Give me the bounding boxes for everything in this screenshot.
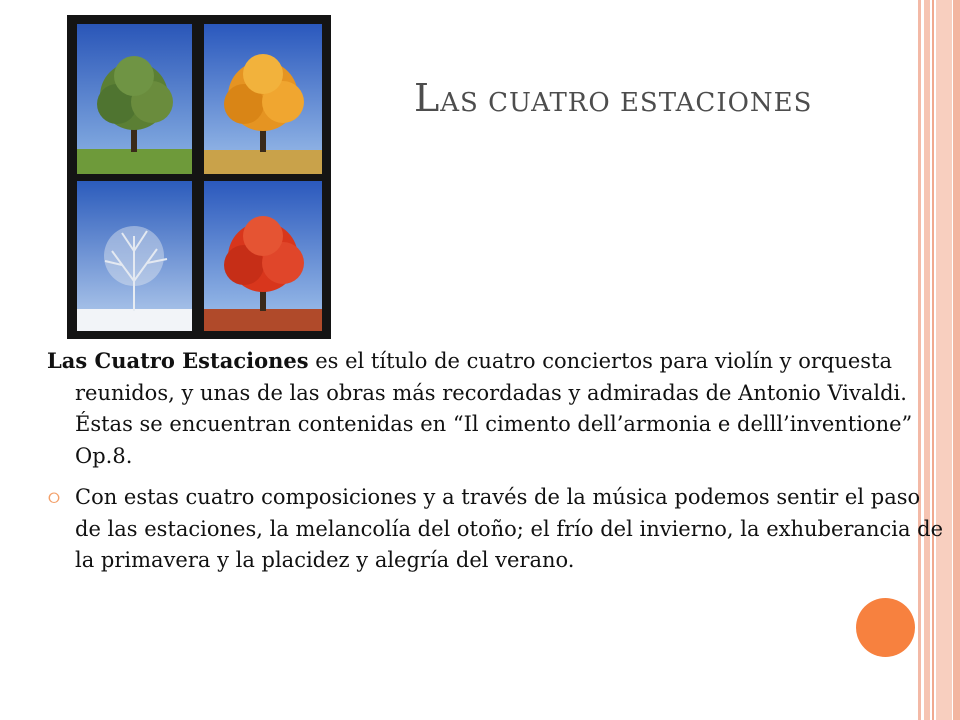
bullet-paragraph: Con estas cuatro composiciones y a través de la música podemos sentir el paso de las estaciones, la melancolía del otoño; el frío del invierno, la exhuberancia de la primavera y la placidez y alegría del verano. [75,485,944,572]
intro-text: es el título de cuatro conciertos para violín y orquesta reunidos, y unas de las obras más recordadas y admiradas de Antonio Vivaldi. Éstas se encuentran contenidas en “Il cimento dell’armonia e delll’inventione” Op.8. [75,349,913,468]
four-seasons-image [67,15,331,339]
summer-tree-panel [77,24,192,174]
border-stripe [936,0,952,720]
slide-title: LAS CUATRO ESTACIONES [414,76,813,120]
winter-tree-panel [77,181,192,331]
border-stripe [953,0,960,720]
accent-circle [856,598,915,657]
autumn-tree-panel [204,24,322,174]
bullet-marker-icon: ⭘ [48,489,61,507]
intro-paragraph [47,345,935,472]
bold-lead: Las Cuatro Estaciones [47,348,309,373]
red-tree-panel [204,181,322,331]
